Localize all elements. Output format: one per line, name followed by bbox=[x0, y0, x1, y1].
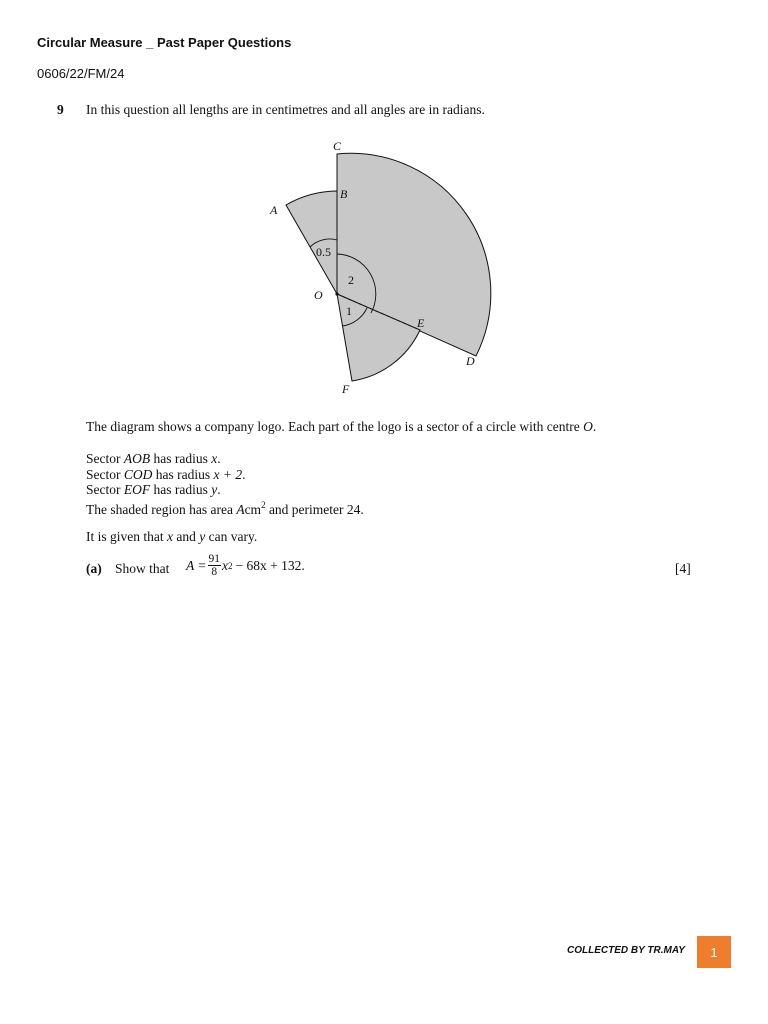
formula-power: 2 bbox=[228, 560, 233, 571]
formula-rest: − 68x + 132. bbox=[235, 557, 305, 573]
formula-fraction bbox=[208, 553, 222, 578]
sector-name: EOF bbox=[123, 482, 151, 497]
area-unit-power: 2 bbox=[261, 499, 266, 510]
part-a-label: (a) bbox=[86, 561, 102, 576]
sector-radius: x + 2 bbox=[213, 466, 243, 482]
label-a: A bbox=[270, 203, 278, 217]
page-number-badge: 1 bbox=[697, 936, 731, 968]
part-a-text: Show that bbox=[115, 561, 170, 576]
sector-radius: x bbox=[211, 451, 218, 466]
paper-code: 0606/22/FM/24 bbox=[37, 66, 125, 81]
angle-label-cod: 2 bbox=[348, 273, 354, 287]
part-a-formula bbox=[186, 553, 305, 578]
label-f: F bbox=[342, 382, 350, 396]
label-d: D bbox=[466, 354, 475, 368]
sector-name: AOB bbox=[123, 451, 151, 466]
angle-label-eof: 1 bbox=[346, 304, 352, 318]
label-b: B bbox=[340, 187, 348, 201]
sector-line: Sector COD has radius x + 2. bbox=[86, 466, 246, 482]
part-a-marks: [4] bbox=[675, 561, 691, 576]
sector-line: Sector EOF has radius y. bbox=[86, 482, 221, 497]
label-c: C bbox=[333, 139, 342, 153]
sector-radius: y bbox=[211, 482, 218, 497]
centre-point bbox=[335, 292, 338, 295]
sector-list bbox=[86, 451, 364, 517]
page-title: Circular Measure _ Past Paper Questions bbox=[37, 35, 292, 50]
angle-label-aob: 0.5 bbox=[316, 245, 331, 259]
area-line: The shaded region has area Acm$^2$ and perimeter 24. bbox=[86, 499, 364, 517]
area-unit: cm bbox=[244, 501, 262, 517]
sector-name: COD bbox=[123, 466, 153, 482]
area-symbol: A bbox=[236, 501, 245, 517]
description-centre: O bbox=[583, 419, 593, 434]
formula-x: x bbox=[222, 557, 228, 573]
fraction-numerator: 91 bbox=[208, 553, 220, 565]
diagram-description: The diagram shows a company logo. Each part of the logo is a sector of a circle with centre O. bbox=[86, 419, 597, 434]
label-e: E bbox=[417, 316, 425, 330]
formula-lhs: A = bbox=[186, 557, 207, 573]
vary-line: It is given that x and y can vary. bbox=[86, 529, 258, 544]
sector-line: Sector AOB has radius x. bbox=[86, 451, 221, 466]
sector-aob bbox=[286, 191, 337, 294]
label-o: O bbox=[314, 288, 323, 302]
description-text: The diagram shows a company logo. Each part of the logo is a sector of a circle with centre bbox=[86, 419, 580, 434]
footer-collected-by: COLLECTED BY TR.MAY bbox=[567, 945, 685, 956]
question-number: 9 bbox=[57, 102, 64, 117]
question-intro: In this question all lengths are in centimetres and all angles are in radians. bbox=[86, 102, 485, 117]
fraction-denominator: 8 bbox=[211, 566, 218, 578]
